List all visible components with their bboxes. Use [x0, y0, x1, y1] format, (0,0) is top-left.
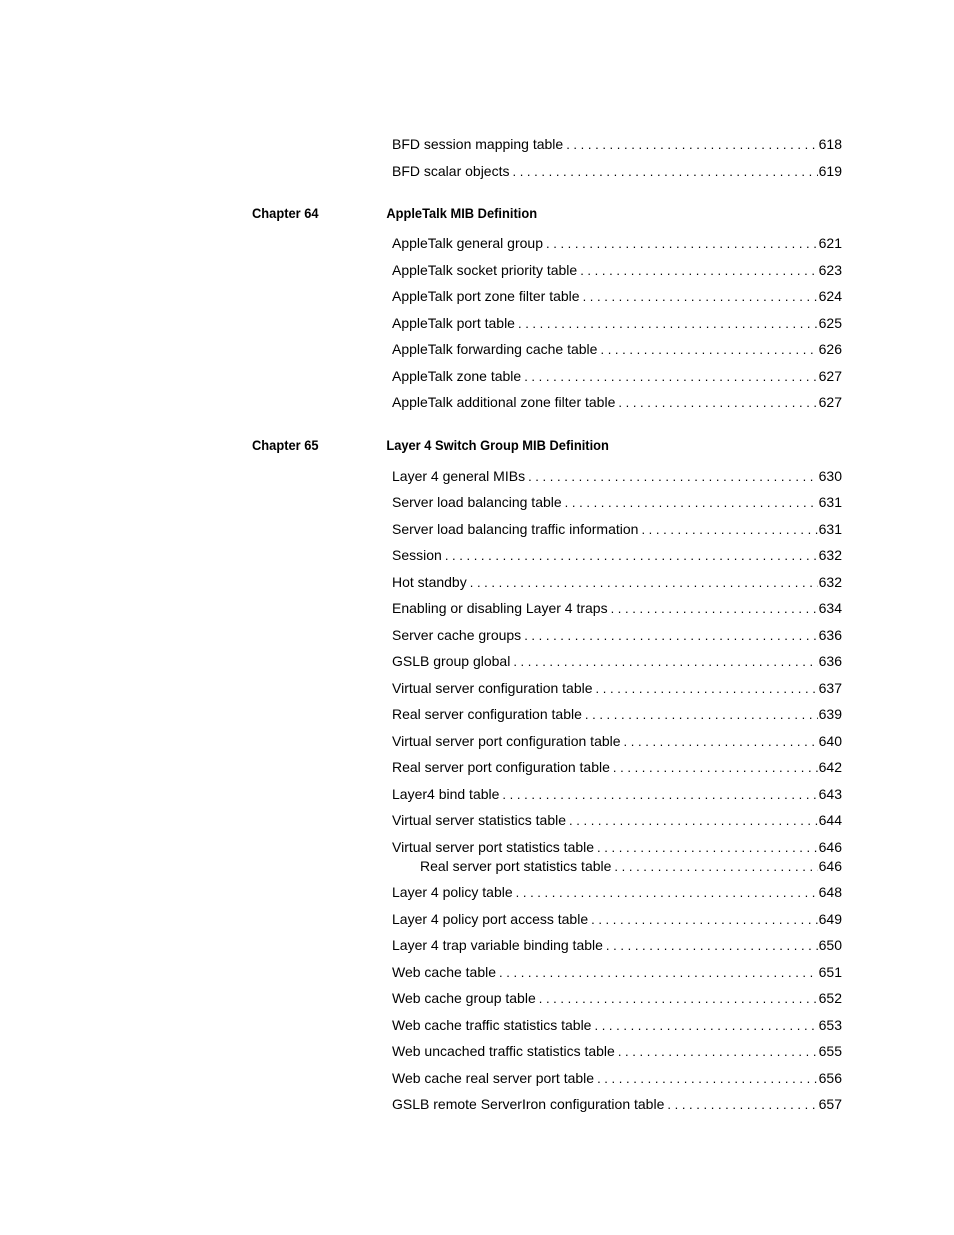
dot-leader: [597, 1069, 818, 1089]
toc-entry[interactable]: [392, 286, 842, 306]
toc-entry-page: 644: [818, 812, 842, 828]
toc-entry-title: Web cache group table: [392, 990, 536, 1006]
toc-entry[interactable]: [392, 962, 842, 982]
toc-entry-title: Real server configuration table: [392, 706, 582, 722]
dot-leader: [512, 162, 817, 182]
toc-entry[interactable]: [392, 678, 842, 698]
toc-entry-title: Virtual server statistics table: [392, 812, 567, 828]
toc-entry-title: AppleTalk port zone filter table: [392, 288, 580, 304]
toc-entry[interactable]: [392, 988, 842, 1008]
toc-entry-page: 655: [818, 1043, 842, 1059]
toc-entry-page: 640: [818, 733, 842, 749]
toc-entry-title: AppleTalk zone table: [392, 368, 522, 384]
toc-entry-title: Virtual server port configuration table: [392, 733, 621, 749]
toc-entry[interactable]: [392, 731, 842, 751]
toc-entry-page: 627: [818, 368, 842, 384]
toc-entry[interactable]: [392, 233, 842, 253]
toc-entry[interactable]: [392, 392, 842, 412]
toc-entry-page: 646: [818, 858, 842, 874]
toc-entry-title: GSLB group global: [392, 653, 511, 669]
dot-leader: [502, 785, 817, 805]
dot-leader: [606, 936, 818, 956]
toc-entry-page: 650: [818, 937, 842, 953]
dot-leader: [566, 135, 817, 155]
toc-entry[interactable]: [392, 935, 842, 955]
toc-entry-bfd-scalar-objects[interactable]: [392, 161, 842, 181]
toc-entry-title: Session: [392, 547, 442, 563]
toc-entry[interactable]: [392, 1068, 842, 1088]
toc-entry[interactable]: [392, 1041, 842, 1061]
toc-entry[interactable]: [392, 909, 842, 929]
dot-leader: [516, 883, 818, 903]
dot-leader: [528, 467, 818, 487]
dot-leader: [596, 679, 818, 699]
toc-entry-title: AppleTalk port table: [392, 315, 515, 331]
toc-entry-page: 625: [818, 315, 842, 331]
dot-leader: [618, 393, 817, 413]
toc-entry[interactable]: [392, 1015, 842, 1035]
dot-leader: [641, 520, 817, 540]
chapter-label: Chapter 65: [252, 437, 319, 453]
toc-entry-page: 632: [818, 547, 842, 563]
toc-entry-title: AppleTalk general group: [392, 235, 543, 251]
toc-entry[interactable]: [392, 492, 842, 512]
toc-entry-page: 619: [818, 163, 842, 179]
toc-entry-page: 646: [818, 839, 842, 855]
toc-entry-page: 643: [818, 786, 842, 802]
dot-leader: [539, 989, 818, 1009]
toc-entry-title: Layer4 bind table: [392, 786, 500, 802]
toc-entry[interactable]: [392, 598, 842, 618]
toc-entry[interactable]: [392, 1094, 842, 1114]
toc-entry-page: 630: [818, 468, 842, 484]
dot-leader: [524, 367, 817, 387]
dot-leader: [518, 314, 818, 334]
toc-entry-page: 648: [818, 884, 842, 900]
toc-entry[interactable]: [392, 366, 842, 386]
toc-entry-title: Virtual server port statistics table: [392, 839, 595, 855]
toc-entry-title: Server load balancing table: [392, 494, 562, 510]
dot-leader: [546, 234, 818, 254]
dot-leader: [513, 652, 817, 672]
dot-leader: [470, 573, 818, 593]
toc-entry-title: BFD session mapping table: [392, 136, 564, 152]
toc-entry[interactable]: [392, 313, 842, 333]
toc-entry-page: 642: [818, 759, 842, 775]
chapter-label: Chapter 64: [252, 205, 319, 221]
toc-entry[interactable]: [392, 757, 842, 777]
toc-entry[interactable]: [392, 882, 842, 902]
toc-entry-page: 626: [818, 341, 842, 357]
toc-subentry[interactable]: [420, 856, 842, 876]
dot-leader: [624, 732, 818, 752]
toc-entry-page: 627: [818, 394, 842, 410]
toc-entry[interactable]: [392, 519, 842, 539]
dot-leader: [445, 546, 818, 566]
toc-entry[interactable]: [392, 339, 842, 359]
toc-entry-title: AppleTalk forwarding cache table: [392, 341, 598, 357]
toc-entry[interactable]: [392, 784, 842, 804]
toc-entry-title: BFD scalar objects: [392, 163, 510, 179]
toc-entry[interactable]: [392, 625, 842, 645]
dot-leader: [611, 599, 818, 619]
toc-entry-page: 624: [818, 288, 842, 304]
dot-leader: [600, 340, 817, 360]
toc-entry-title: Web cache traffic statistics table: [392, 1017, 592, 1033]
toc-entry[interactable]: [392, 545, 842, 565]
dot-leader: [591, 910, 818, 930]
toc-entry-title: Real server port statistics table: [420, 858, 612, 874]
dot-leader: [597, 838, 818, 858]
toc-entry-page: 618: [818, 136, 842, 152]
dot-leader: [524, 626, 817, 646]
toc-entry-page: 656: [818, 1070, 842, 1086]
dot-leader: [565, 493, 818, 513]
toc-entry-title: Virtual server configuration table: [392, 680, 593, 696]
toc-entry[interactable]: [392, 704, 842, 724]
dot-leader: [667, 1095, 817, 1115]
toc-entry-page: 631: [818, 521, 842, 537]
toc-entry-page: 651: [818, 964, 842, 980]
toc-entry-page: 653: [818, 1017, 842, 1033]
toc-entry-title: Enabling or disabling Layer 4 traps: [392, 600, 608, 616]
chapter-heading-64[interactable]: [252, 203, 795, 223]
toc-entry[interactable]: [392, 466, 842, 486]
toc-entry-page: 634: [818, 600, 842, 616]
toc-entry-title: Layer 4 general MIBs: [392, 468, 526, 484]
toc-entry-title: Hot standby: [392, 574, 467, 590]
toc-entry-title: Web cache real server port table: [392, 1070, 595, 1086]
toc-entry-page: 636: [818, 653, 842, 669]
toc-entry-title: Real server port configuration table: [392, 759, 610, 775]
toc-entry-page: 637: [818, 680, 842, 696]
toc-entry-page: 652: [818, 990, 842, 1006]
toc-entry[interactable]: [392, 837, 842, 857]
chapter-title: Layer 4 Switch Group MIB Definition: [386, 437, 609, 453]
toc-entry-title: Server cache groups: [392, 627, 522, 643]
dot-leader: [499, 963, 818, 983]
dot-leader: [580, 261, 817, 281]
toc-entry-page: 639: [818, 706, 842, 722]
dot-leader: [569, 811, 818, 831]
toc-entry-title: AppleTalk additional zone filter table: [392, 394, 616, 410]
dot-leader: [614, 857, 817, 877]
toc-entry-title: AppleTalk socket priority table: [392, 262, 578, 278]
toc-entry-page: 649: [818, 911, 842, 927]
toc-entry[interactable]: [392, 810, 842, 830]
toc-entry-title: Layer 4 trap variable binding table: [392, 937, 603, 953]
toc-entry[interactable]: [392, 651, 842, 671]
chapter-heading-65[interactable]: [252, 435, 795, 455]
toc-entry-title: GSLB remote ServerIron configuration table: [392, 1096, 665, 1112]
dot-leader: [583, 287, 818, 307]
toc-entry-page: 632: [818, 574, 842, 590]
chapter-title: AppleTalk MIB Definition: [386, 205, 538, 221]
toc-entry-page: 621: [818, 235, 842, 251]
dot-leader: [585, 705, 818, 725]
toc-entry-bfd-session-mapping[interactable]: [392, 134, 842, 154]
toc-entry[interactable]: [392, 572, 842, 592]
toc-entry-title: Web uncached traffic statistics table: [392, 1043, 615, 1059]
toc-entry-page: 636: [818, 627, 842, 643]
toc-entry-title: Layer 4 policy table: [392, 884, 513, 900]
toc-entry-title: Web cache table: [392, 964, 497, 980]
toc-entry-page: 623: [818, 262, 842, 278]
toc-entry-title: Server load balancing traffic information: [392, 521, 639, 537]
toc-entry[interactable]: [392, 260, 842, 280]
toc-entry-title: Layer 4 policy port access table: [392, 911, 589, 927]
dot-leader: [613, 758, 818, 778]
toc-entry-page: 657: [818, 1096, 842, 1112]
dot-leader: [618, 1042, 818, 1062]
toc-entry-page: 631: [818, 494, 842, 510]
dot-leader: [594, 1016, 817, 1036]
